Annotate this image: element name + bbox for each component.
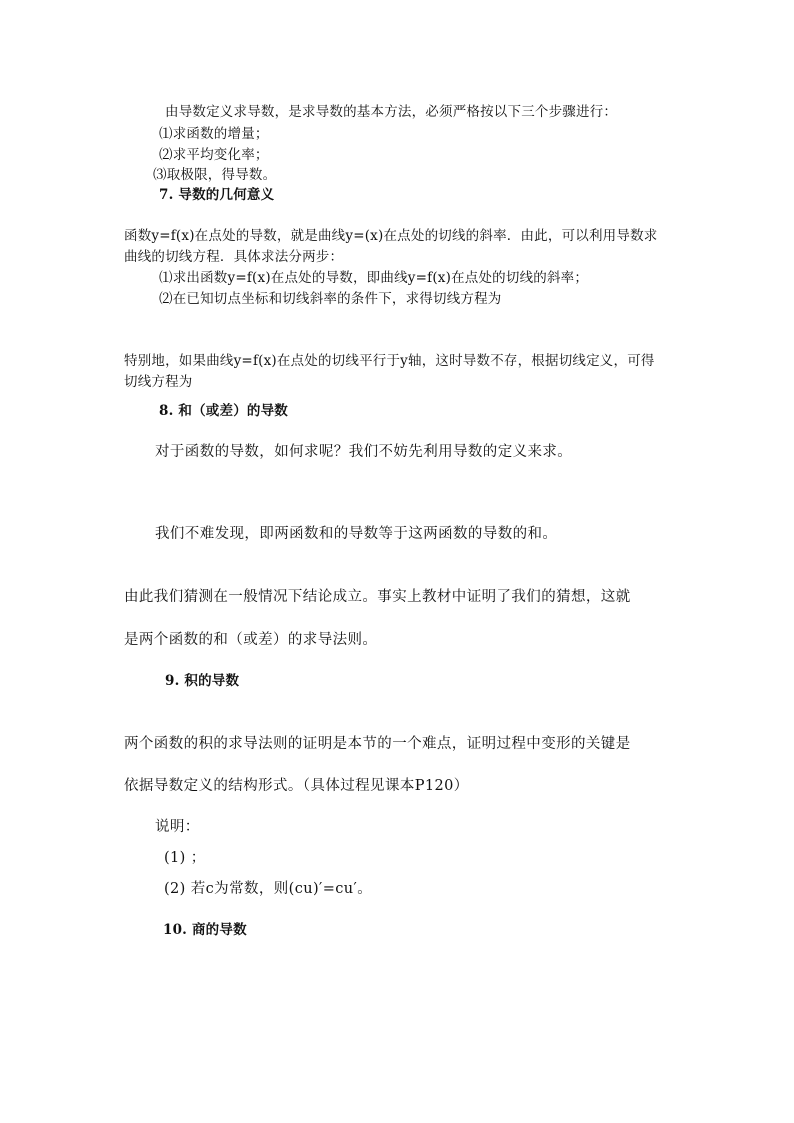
section6-step-1: ⑴求函数的增量； bbox=[159, 126, 269, 142]
section8-conclusion-line1: 由此我们猜测在一般情况下结论成立。事实上教材中证明了我们的猜想，这就 bbox=[124, 589, 631, 605]
section7-special-line2: 切线方程为 bbox=[124, 374, 193, 390]
section8-conclusion-line2: 是两个函数的和（或差）的求导法则。 bbox=[124, 632, 378, 648]
section8-heading: 8. 和（或差）的导数 bbox=[159, 403, 288, 419]
section8-finding: 我们不难发现，即两函数和的导数等于这两函数的导数的和。 bbox=[155, 526, 558, 542]
section9-note-1: (1) ； bbox=[164, 850, 206, 866]
section7-step-2: ⑵在已知切点坐标和切线斜率的条件下，求得切线方程为 bbox=[159, 291, 502, 307]
section7-heading: 7. 导数的几何意义 bbox=[159, 187, 275, 203]
section10-heading: 10. 商的导数 bbox=[163, 922, 247, 938]
section7-special-line1: 特别地，如果曲线y=f(x)在点处的切线平行于y轴，这时导数不存，根据切线定义，可得 bbox=[124, 353, 655, 369]
section9-note-2: (2) 若c为常数，则(cu)′=cu′。 bbox=[164, 881, 373, 897]
section9-para-line2: 依据导数定义的结构形式。（具体过程见课本P120） bbox=[124, 778, 469, 794]
section7-para-line1: 函数y=f(x)在点处的导数，就是曲线y=(x)在点处的切线的斜率．由此，可以利用导数求 bbox=[124, 228, 658, 244]
section6-step-2: ⑵求平均变化率； bbox=[159, 147, 269, 163]
section6-step-3: ⑶取极限，得导数。 bbox=[153, 167, 277, 183]
section7-step-1: ⑴求出函数y=f(x)在点处的导数，即曲线y=f(x)在点处的切线的斜率； bbox=[159, 270, 589, 286]
section9-para-line1: 两个函数的积的求导法则的证明是本节的一个难点，证明过程中变形的关键是 bbox=[124, 736, 631, 752]
section7-para-line2: 曲线的切线方程．具体求法分两步： bbox=[124, 249, 344, 265]
section9-note-label: 说明： bbox=[155, 819, 200, 835]
section8-question: 对于函数的导数，如何求呢？我们不妨先利用导数的定义来求。 bbox=[155, 444, 573, 460]
section6-intro: 由导数定义求导数，是求导数的基本方法，必须严格按以下三个步骤进行： bbox=[165, 104, 618, 120]
section9-heading: 9. 积的导数 bbox=[165, 673, 240, 689]
